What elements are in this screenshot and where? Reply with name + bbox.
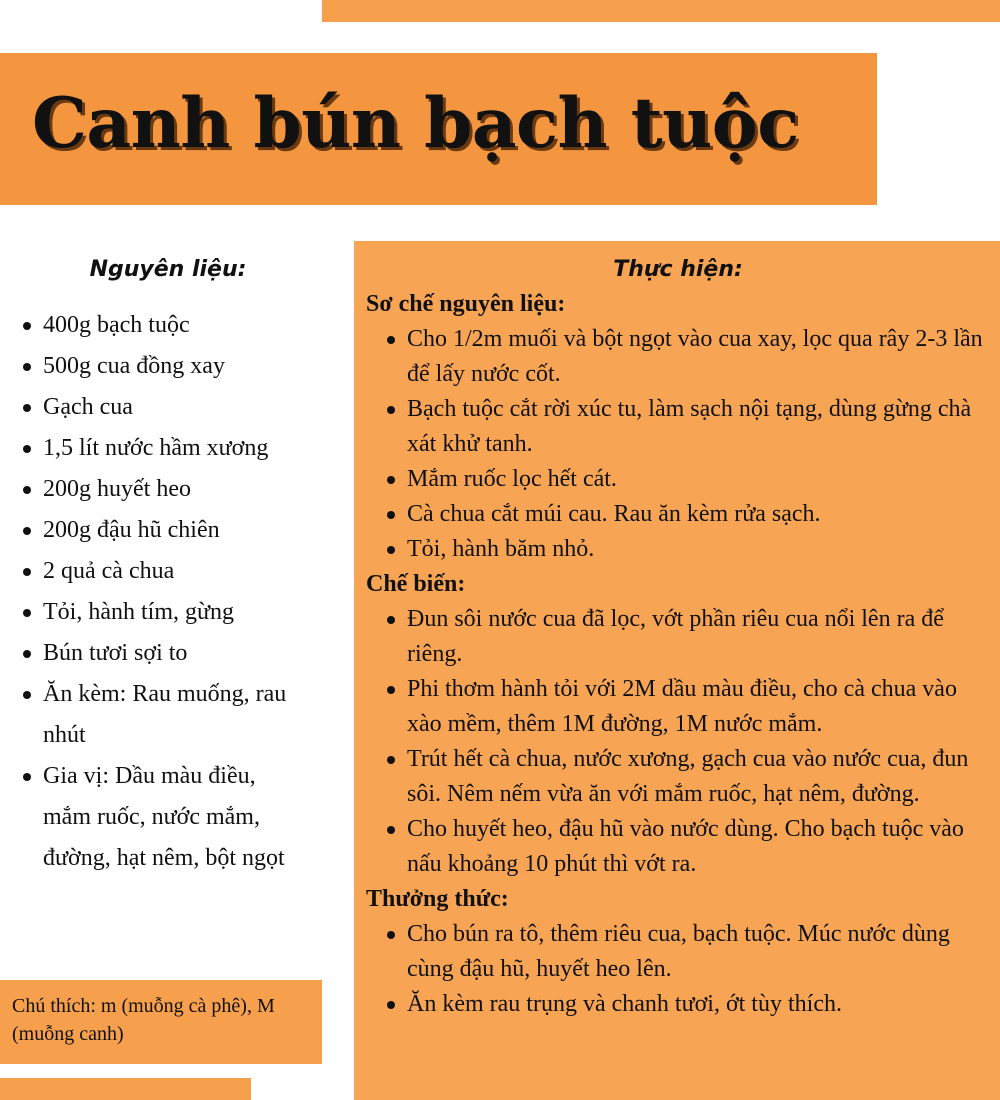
step-item: Cho 1/2m muối và bột ngọt vào cua xay, lọc qua rây 2-3 lần để lấy nước cốt. (407, 322, 990, 392)
section-title-cooking: Chế biến: (366, 571, 466, 597)
ingredient-item: Ăn kèm: Rau muống, rau nhút (43, 674, 293, 756)
step-item: Cho huyết heo, đậu hũ vào nước dùng. Cho bạch tuộc vào nấu khoảng 10 phút thì vớt ra. (407, 812, 990, 882)
ingredients-column (0, 250, 330, 879)
ingredient-item: 200g huyết heo (43, 469, 330, 510)
page-title: Canh bún bạch tuộc (32, 83, 799, 164)
ingredients-list (0, 305, 330, 879)
step-item: Cho bún ra tô, thêm riêu cua, bạch tuộc. Múc nước dùng cùng đậu hũ, huyết heo lên. (407, 917, 990, 987)
instructions-panel (354, 241, 1000, 1100)
step-item: Phi thơm hành tỏi với 2M dầu màu điều, cho cà chua vào xào mềm, thêm 1M đường, 1M nước mắm. (407, 672, 990, 742)
ingredient-item: 1,5 lít nước hầm xương (43, 428, 330, 469)
ingredient-item: Gạch cua (43, 387, 330, 428)
instructions-heading: Thực hiện: (613, 257, 743, 282)
step-item: Đun sôi nước cua đã lọc, vớt phần riêu cua nổi lên ra để riêng. (407, 602, 990, 672)
note-box (0, 980, 322, 1064)
serving-steps (366, 917, 990, 1022)
ingredient-item: Gia vị: Dầu màu điều, mắm ruốc, nước mắm, đường, hạt nêm, bột ngọt (43, 756, 303, 879)
section-title-prep: Sơ chế nguyên liệu: (366, 291, 566, 317)
step-item: Cà chua cắt múi cau. Rau ăn kèm rửa sạch. (407, 497, 990, 532)
step-item: Bạch tuộc cắt rời xúc tu, làm sạch nội tạng, dùng gừng chà xát khử tanh. (407, 392, 990, 462)
step-item: Tỏi, hành băm nhỏ. (407, 532, 990, 567)
note-text: Chú thích: m (muỗng cà phê), M (muỗng canh) (12, 995, 275, 1045)
ingredient-item: 500g cua đồng xay (43, 346, 330, 387)
prep-steps (366, 322, 990, 567)
step-item: Mắm ruốc lọc hết cát. (407, 462, 990, 497)
step-item: Trút hết cà chua, nước xương, gạch cua vào nước cua, đun sôi. Nêm nếm vừa ăn với mắm ruốc, hạt nêm, đường. (407, 742, 990, 812)
bottom-accent-bar (0, 1078, 251, 1100)
ingredients-heading: Nguyên liệu: (89, 257, 247, 282)
step-item: Ăn kèm rau trụng và chanh tươi, ớt tùy thích. (407, 987, 990, 1022)
top-accent-bar (322, 0, 1000, 22)
section-title-serving: Thưởng thức: (366, 886, 509, 912)
ingredient-item: 2 quả cà chua (43, 551, 330, 592)
ingredient-item: 400g bạch tuộc (43, 305, 330, 346)
ingredient-item: 200g đậu hũ chiên (43, 510, 330, 551)
cooking-steps (366, 602, 990, 882)
ingredient-item: Tỏi, hành tím, gừng (43, 592, 330, 633)
ingredient-item: Bún tươi sợi to (43, 633, 330, 674)
